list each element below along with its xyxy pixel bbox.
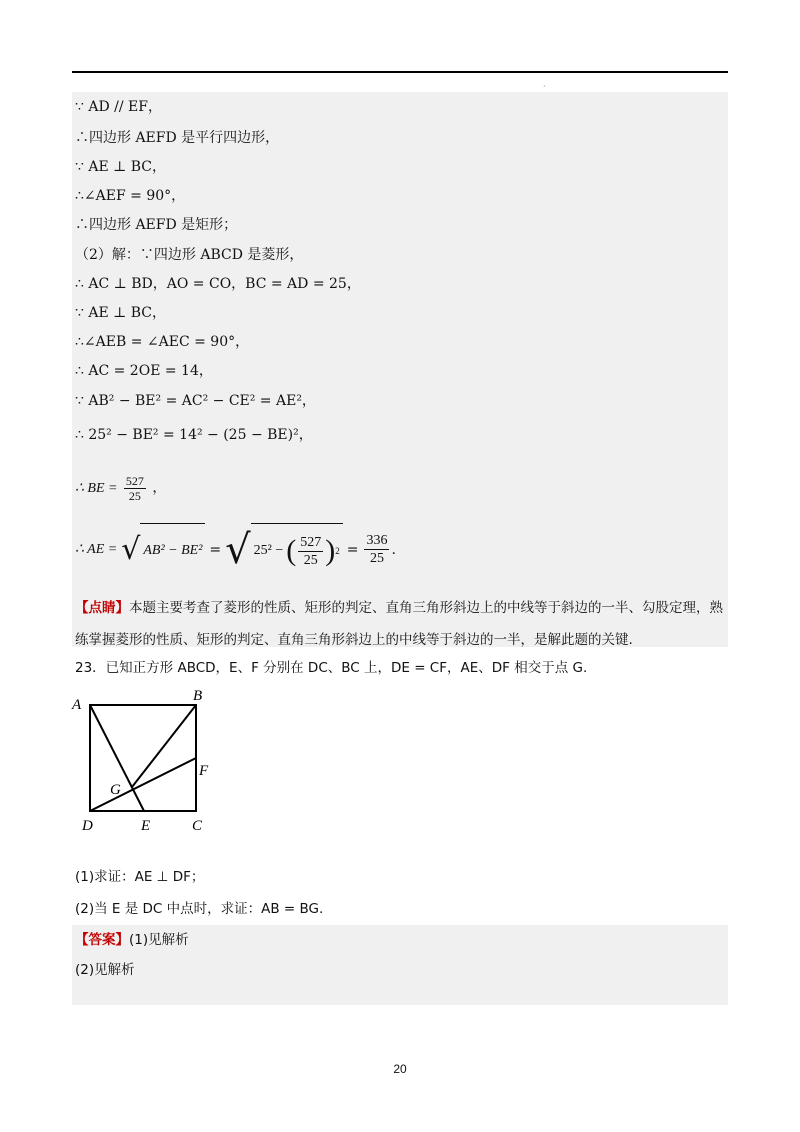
inner-numerator: 527: [300, 534, 322, 550]
square-figure: [70, 690, 220, 840]
page-number: 20: [393, 1062, 407, 1076]
solution-line: ∵ AE ⊥ BC，: [75, 159, 167, 175]
ae-suffix: .: [391, 541, 396, 558]
ae-prefix: ∴ AE =: [75, 541, 118, 557]
sqrt-ab-be: [121, 523, 205, 576]
solution-line: ∴四边形 AEFD 是平行四边形，: [75, 130, 280, 146]
paren-right: ): [325, 534, 336, 567]
be-fraction: [124, 474, 146, 503]
label-d: D: [82, 818, 93, 834]
be-denominator: 25: [128, 488, 141, 503]
label-a: A: [72, 697, 82, 713]
label-c: C: [192, 818, 203, 834]
inner-denominator: 25: [303, 552, 318, 568]
be-prefix: ∴ BE =: [75, 481, 118, 496]
solution-line: ∴ 25² − BE² = 14² − (25 − BE)²，: [75, 427, 313, 443]
label-b: B: [193, 690, 203, 704]
label-g: G: [110, 782, 121, 798]
label-e: E: [141, 818, 151, 834]
comment-tag: 【点睛】: [75, 600, 129, 616]
answer-line1: [75, 928, 725, 952]
ae-fraction: [364, 532, 389, 567]
solution-line: ∵ AD // EF，: [75, 99, 162, 115]
inner-a: 25² −: [253, 543, 284, 558]
header-rule: [72, 71, 728, 73]
radicand: AB² − BE²: [140, 523, 205, 576]
answer-tag: 【答案】: [75, 932, 129, 948]
solution-line: ∴ AC = 2OE = 14，: [75, 363, 213, 379]
inner-fraction: [298, 534, 323, 569]
ae-denominator: 25: [369, 551, 384, 566]
ae-numerator: 336: [366, 533, 388, 548]
solution-line: ∴ AC ⊥ BD，AO = CO，BC = AD = 25，: [75, 276, 361, 292]
ae-eq2: =: [346, 541, 359, 558]
answer-part1: (1)见解析: [129, 932, 189, 948]
radical-sign: √: [121, 531, 141, 567]
ae-eq: =: [209, 541, 222, 558]
sqrt-numeric: [225, 523, 343, 576]
answer-part2: (2)见解析: [75, 962, 135, 978]
radicand-numeric: [251, 523, 343, 576]
solution-line: ∴∠AEB = ∠AEC = 90°，: [75, 334, 250, 350]
problem-part2: (2)当 E 是 DC 中点时，求证：AB = BG.: [75, 901, 324, 917]
comment-block: [75, 592, 725, 656]
solution-line: （2）解：∵四边形 ABCD 是菱形，: [75, 247, 304, 263]
problem-statement: 23．已知正方形 ABCD，E、F 分别在 DC、BC 上，DE = CF，AE、DF 相交于点 G.: [75, 660, 588, 676]
solution-line: ∴∠AEF = 90°，: [75, 188, 186, 204]
segment-df: [90, 758, 196, 811]
solution-line: ∵ AB² − BE² = AC² − CE² = AE²，: [75, 393, 316, 409]
label-f: F: [199, 763, 209, 779]
ae-result: [75, 523, 396, 576]
be-numerator: 527: [125, 473, 144, 488]
solution-line: ∴四边形 AEFD 是矩形；: [75, 217, 238, 233]
paren-left: (: [286, 534, 297, 567]
problem-part1: (1)求证：AE ⊥ DF；: [75, 869, 205, 885]
be-suffix: ，: [152, 480, 167, 496]
inner-exponent: 2: [335, 546, 340, 556]
header-mark: ·: [543, 82, 546, 91]
solution-line: ∵ AE ⊥ BC，: [75, 305, 167, 321]
square-abcd: [90, 705, 196, 811]
be-result: [75, 470, 166, 507]
comment-text: 本题主要考查了菱形的性质、矩形的判定、直角三角形斜边上的中线等于斜边的一半、勾股定理，熟练掌握菱形的性质、矩形的判定、直角三角形斜边上的中线等于斜边的一半，是解此题的关键.: [75, 600, 723, 648]
radical-sign: √: [225, 526, 251, 573]
